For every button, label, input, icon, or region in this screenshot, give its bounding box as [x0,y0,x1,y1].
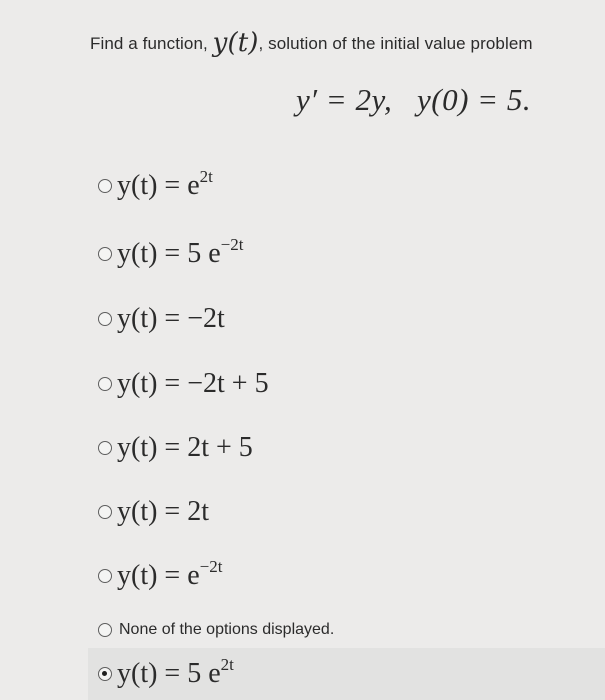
option-4[interactable] [98,370,269,398]
question-function-var: y(t) [212,28,259,58]
radio-button-icon[interactable] [98,441,112,455]
option-1[interactable] [98,167,213,201]
radio-button-icon[interactable] [98,623,112,637]
option-7[interactable] [98,557,223,591]
radio-button-icon[interactable] [98,179,112,193]
radio-button-icon[interactable] [98,569,112,583]
initial-value-equation: y′ = 2y, y(0) = 5. [296,82,532,117]
option-label: None of the options displayed. [119,621,335,638]
option-5[interactable] [98,434,253,462]
radio-button-selected-icon[interactable] [98,667,112,681]
option-3[interactable] [98,305,225,333]
question-suffix: , solution of the initial value problem [258,34,533,53]
radio-button-icon[interactable] [98,505,112,519]
option-label: y(t) = 2t [117,496,209,527]
question-text [90,28,533,58]
question-prefix: Find a function, [90,34,213,53]
option-label: y(t) = −2t [117,303,225,334]
option-none[interactable] [98,621,334,639]
radio-button-icon[interactable] [98,377,112,391]
option-label: y(t) = 5 $e^{-2t}$ [117,235,244,269]
option-2[interactable] [98,235,244,269]
radio-button-icon[interactable] [98,247,112,261]
option-label: y(t) = 5 $e^{2t}$ [117,655,234,689]
option-6[interactable] [98,498,209,526]
option-label: y(t) = −2t + 5 [117,368,269,399]
option-9[interactable] [98,655,234,689]
radio-button-icon[interactable] [98,312,112,326]
option-label: $y(t) = e^{-2t}$ [117,557,223,591]
option-label: $y(t) = e^{2t}$ [117,167,213,201]
option-label: y(t) = 2t + 5 [117,432,253,463]
